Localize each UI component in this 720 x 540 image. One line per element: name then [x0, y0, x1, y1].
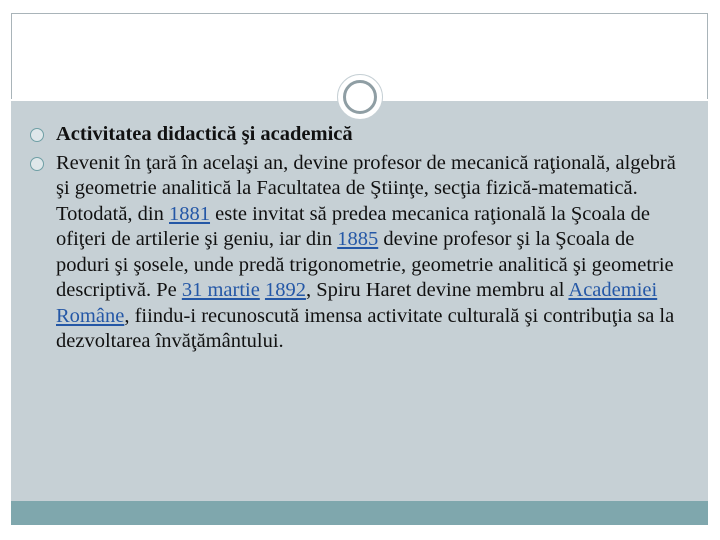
circle-ornament-icon	[337, 74, 383, 120]
link-1881[interactable]: 1881	[169, 202, 211, 225]
link-1885[interactable]: 1885	[337, 228, 379, 250]
bullet-heading	[30, 122, 690, 148]
bullet-paragraph	[30, 151, 690, 355]
footer-bar	[11, 501, 708, 525]
bullet-marker-icon	[30, 157, 44, 171]
paragraph-text: , fiindu-i recunoscută imensa activitate culturală şi contribuţia sa la dezvoltarea învăţământului.	[56, 304, 675, 352]
paragraph-text: , Spiru Haret devine membru al	[305, 279, 569, 301]
bullet-marker-icon	[30, 128, 44, 142]
link-1892[interactable]: 1892	[264, 279, 306, 301]
circle-ring-icon	[343, 80, 377, 114]
section-heading: Activitatea didactică şi academică	[56, 123, 353, 145]
paragraph-text: devine profesor şi la Şcoala de poduri şi şosele, unde predă trigonometrie, geometrie analitică şi geometrie descriptivă. Pe	[56, 228, 674, 301]
paragraph-text: este invitat să predea mecanica raţională la Şcoala de ofiţeri de artilerie şi geniu, iar din	[56, 202, 650, 250]
paragraph-text: Revenit în ţară în acelaşi an, devine profesor de mecanică raţională, algebră şi geometrie analitică la Facultatea de Ştiinţe, secţia fizică-matematică. Totodată, din	[56, 151, 676, 225]
link-academia-romana[interactable]: Academiei Române	[56, 279, 658, 327]
link-31-martie[interactable]: 31 martie	[181, 279, 260, 301]
bullet-list	[30, 122, 690, 355]
